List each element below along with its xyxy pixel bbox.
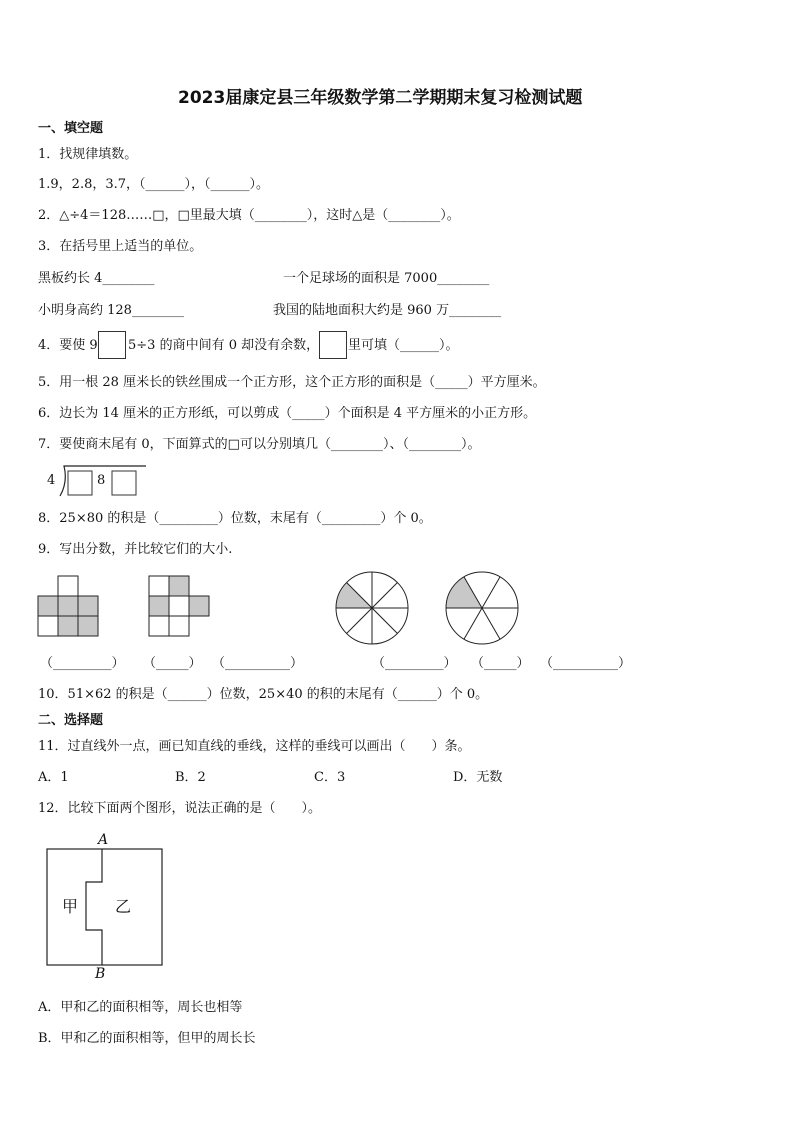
option-a[interactable]: A．甲和乙的面积相等，周长也相等 <box>38 1000 243 1015</box>
option-a[interactable]: A．1 <box>38 770 69 785</box>
option-c[interactable]: C．3 <box>314 770 346 785</box>
question-4-part2: 5÷3 的商中间有 0 却没有余数， <box>128 338 320 353</box>
division-digit: 8 <box>97 473 106 488</box>
question-3-b: 一个足球场的面积是 7000________ <box>283 271 490 286</box>
question-2: 2．△÷4＝128……□，□里最大填（________），这时△是（________）。 <box>38 208 460 223</box>
question-5: 5．用一根 28 厘米长的铁丝围成一个正方形，这个正方形的面积是（_____）平方厘米。 <box>38 375 546 390</box>
fraction-circle-8-parts <box>334 570 410 646</box>
fraction-circle-6-parts <box>444 570 520 646</box>
question-4-part3: 里可填（______）。 <box>348 338 459 353</box>
division-divisor: 4 <box>47 473 56 488</box>
section-choice: 二、选择题 <box>38 713 104 728</box>
page-title: 2023届康定县三年级数学第二学期期末复习检测试题 <box>178 88 583 108</box>
question-4-part1: 4．要使 9 <box>38 338 98 353</box>
question-6: 6．边长为 14 厘米的正方形纸，可以剪成（_____）个面积是 4 平方厘米的小正方形。 <box>38 406 537 421</box>
question-3-c: 小明身高约 128________ <box>38 303 184 318</box>
question-1-line: 1.9，2.8，3.7，（______），（______）。 <box>38 177 270 192</box>
fraction-blank[interactable]: （__________） <box>212 656 304 671</box>
fraction-blank[interactable]: （_________） <box>40 656 125 671</box>
question-12: 12．比较下面两个图形，说法正确的是（ ）。 <box>38 801 322 816</box>
question-7: 7．要使商末尾有 0，下面算式的□可以分别填几（________）、（________）。 <box>38 437 481 452</box>
region-label-jia: 甲 <box>62 897 79 916</box>
fraction-blank[interactable]: （__________） <box>540 656 632 671</box>
region-label-yi: 乙 <box>115 897 132 916</box>
fraction-blank[interactable]: （_________） <box>372 656 457 671</box>
comparison-blank[interactable]: （_____） <box>471 656 530 671</box>
question-3-a: 黑板约长 4________ <box>38 271 155 286</box>
question-10: 10．51×62 的积是（______）位数，25×40 的积的末尾有（______）个 0。 <box>38 687 489 702</box>
blank-box <box>319 331 347 359</box>
section-fill-in: 一、填空题 <box>38 121 104 136</box>
question-8: 8．25×80 的积是（_________）位数，末尾有（_________）个 0。 <box>38 511 432 526</box>
option-b[interactable]: B．2 <box>175 770 206 785</box>
comparison-blank[interactable]: （_____） <box>143 656 202 671</box>
shaded-grid-figure-2 <box>148 575 212 637</box>
blank-box <box>98 331 126 359</box>
shaded-grid-figure-1 <box>37 575 101 637</box>
question-11: 11．过直线外一点，画已知直线的垂线，这样的垂线可以画出（ ）条。 <box>38 739 471 754</box>
question-3: 3．在括号里上适当的单位。 <box>38 239 203 254</box>
option-b[interactable]: B．甲和乙的面积相等，但甲的周长长 <box>38 1031 256 1046</box>
point-label-b: B <box>95 966 106 982</box>
question-1: 1．找规律填数。 <box>38 147 138 162</box>
option-d[interactable]: D．无数 <box>453 770 503 785</box>
point-label-a: A <box>98 832 109 848</box>
question-9: 9．写出分数，并比较它们的大小. <box>38 542 233 557</box>
question-3-d: 我国的陆地面积大约是 960 万________ <box>273 303 502 318</box>
